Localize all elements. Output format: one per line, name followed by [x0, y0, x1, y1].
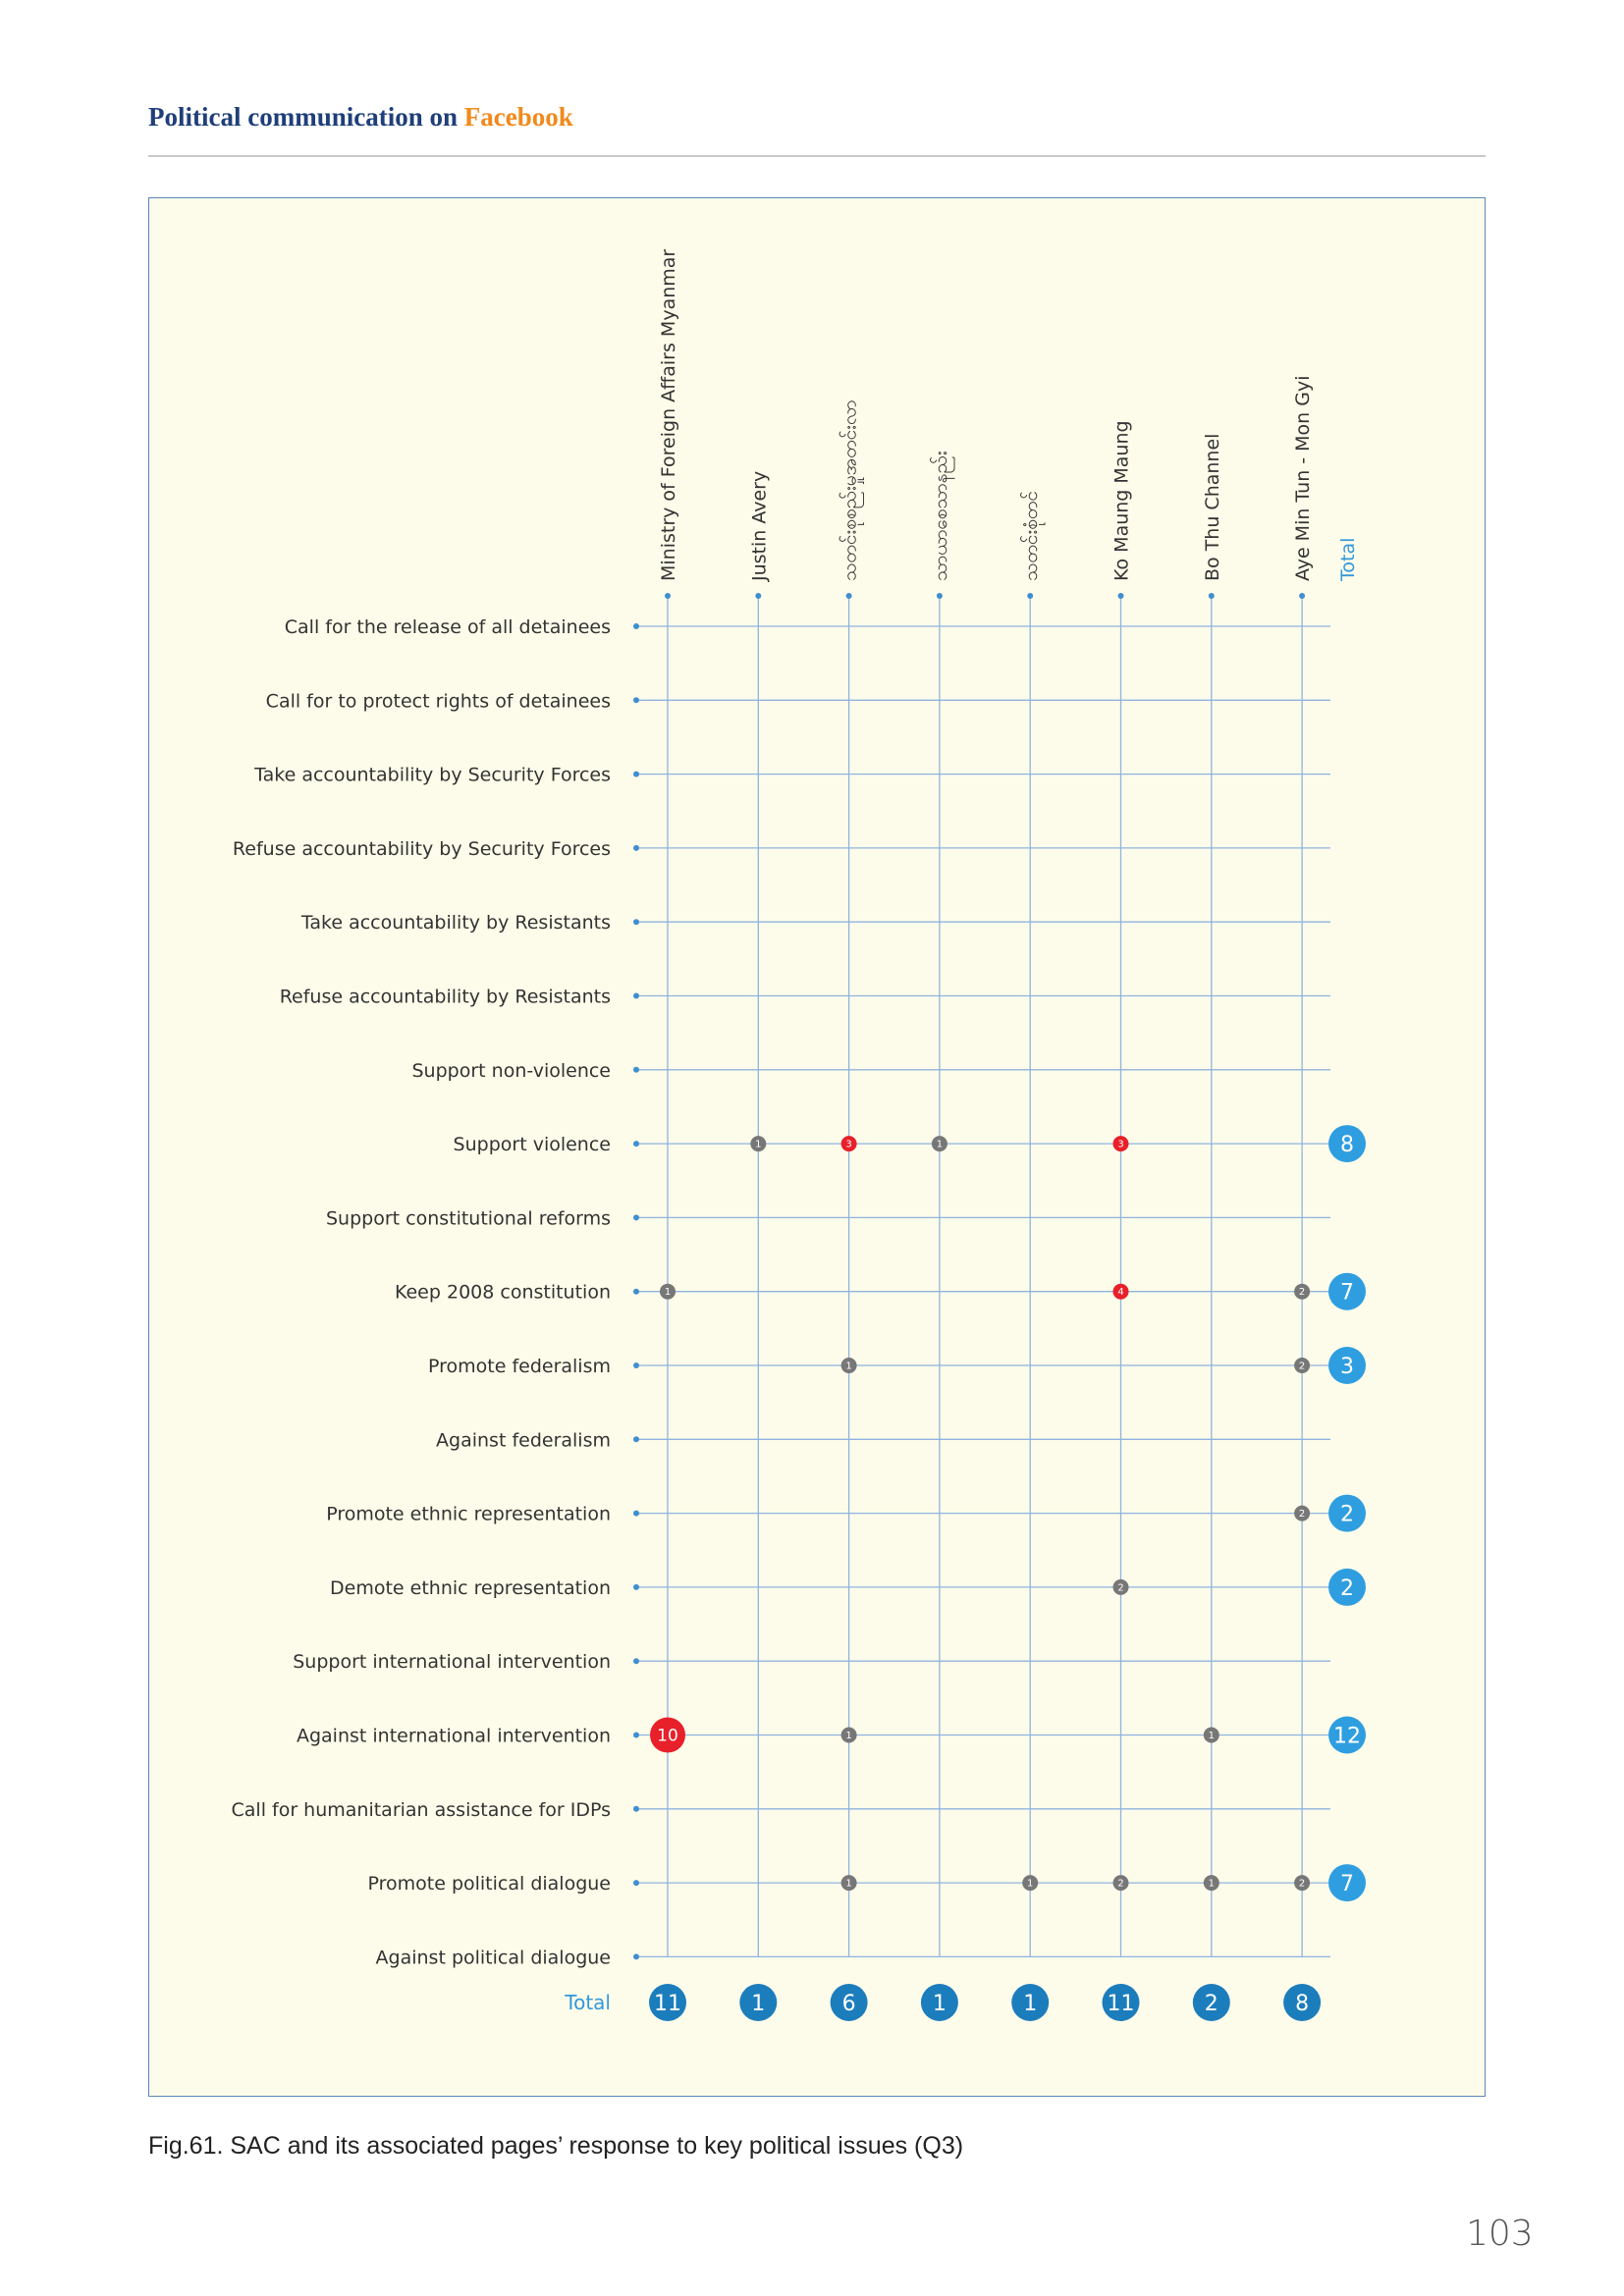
data-bubble-label: 3 [845, 1139, 852, 1150]
column-dot [846, 593, 852, 599]
column-total-label: 11 [654, 1992, 681, 2016]
data-bubble-label: 2 [1298, 1287, 1306, 1299]
column-dot [665, 593, 671, 599]
row-dot [633, 1436, 639, 1442]
row-total-label: 12 [1333, 1724, 1361, 1749]
data-bubble-label: 1 [1208, 1731, 1215, 1741]
row-dot [633, 1141, 639, 1147]
row-label: Refuse accountability by Resistants [279, 986, 611, 1008]
column-dot [1118, 593, 1124, 599]
column-label: Justin Avery [748, 470, 771, 581]
data-bubble-label: 3 [1117, 1139, 1124, 1150]
data-bubble-label: 10 [657, 1726, 678, 1746]
row-total-label: 7 [1340, 1280, 1354, 1306]
data-bubble-label: 1 [845, 1731, 852, 1741]
row-total-label: 7 [1340, 1872, 1354, 1897]
column-dot [937, 593, 943, 599]
column-label: သတင်းစုံတင် [1020, 491, 1043, 581]
row-dot [633, 697, 639, 703]
row-label: Take accountability by Security Forces [254, 764, 611, 786]
row-dot [633, 1658, 639, 1664]
row-dot [633, 623, 639, 629]
row-label: Against federalism [436, 1429, 611, 1452]
data-bubble-label: 1 [845, 1361, 852, 1372]
data-bubble-label: 1 [845, 1878, 852, 1890]
row-dot [633, 1362, 639, 1368]
row-dot [633, 772, 639, 777]
header-title-facebook: Facebook [463, 102, 573, 132]
column-label: Aye Min Tun - Mon Gyi [1292, 375, 1315, 581]
data-bubble-label: 2 [1298, 1878, 1306, 1890]
data-bubble-label: 4 [1117, 1287, 1124, 1299]
row-dot [633, 1953, 639, 1959]
row-label: Promote political dialogue [367, 1873, 611, 1896]
column-dot [1027, 593, 1033, 599]
row-label: Demote ethnic representation [330, 1576, 611, 1599]
row-label: Support non-violence [411, 1059, 611, 1082]
column-dot [755, 593, 761, 599]
data-bubble-label: 1 [664, 1287, 672, 1299]
row-dot [633, 845, 639, 851]
row-dot [633, 1880, 639, 1886]
row-label: Refuse accountability by Security Forces [232, 837, 611, 860]
row-total-label: 8 [1340, 1133, 1354, 1158]
row-label: Support international intervention [293, 1651, 611, 1674]
data-bubble-label: 1 [1208, 1878, 1215, 1890]
column-total-label: 1 [1023, 1992, 1038, 2016]
row-label: Support violence [453, 1134, 611, 1156]
total-column-header: Total [1337, 537, 1359, 581]
data-bubble-label: 2 [1117, 1582, 1124, 1594]
column-dot [1299, 593, 1305, 599]
column-label: သတင်းစုစည်းမှုအတင်းလာ [839, 400, 861, 581]
row-label: Call for to protect rights of detainees [265, 690, 611, 713]
column-total-label: 8 [1295, 1992, 1310, 2016]
data-bubble-label: 2 [1117, 1878, 1124, 1890]
row-dot [633, 1289, 639, 1295]
column-total-label: 6 [841, 1992, 856, 2016]
column-label: Bo Thu Channel [1201, 433, 1223, 581]
column-label: သာယာစေသာနည်း [929, 451, 951, 581]
data-bubble-label: 1 [936, 1139, 944, 1150]
row-label: Against international intervention [296, 1725, 611, 1747]
data-bubble-label: 2 [1298, 1509, 1306, 1521]
data-bubble-label: 2 [1298, 1361, 1306, 1372]
row-dot [633, 1067, 639, 1073]
data-bubble-label: 1 [755, 1139, 762, 1150]
row-label: Take accountability by Resistants [300, 912, 611, 934]
row-dot [633, 993, 639, 999]
row-dot [633, 1733, 639, 1738]
row-label: Promote ethnic representation [326, 1503, 611, 1525]
row-label: Against political dialogue [375, 1947, 611, 1969]
column-label: Ministry of Foreign Affairs Myanmar [658, 248, 679, 581]
row-label: Call for humanitarian assistance for IDPs [231, 1798, 611, 1821]
row-dot [633, 1584, 639, 1590]
data-bubble-label: 1 [1027, 1878, 1034, 1890]
row-dot [633, 1511, 639, 1517]
row-label: Call for the release of all detainees [284, 616, 611, 638]
row-total-label: 2 [1340, 1502, 1354, 1527]
column-total-label: 11 [1107, 1992, 1135, 2016]
row-dot [633, 1806, 639, 1812]
column-dot [1209, 593, 1215, 599]
column-label: Ko Maung Maung [1110, 420, 1133, 581]
row-dot [633, 919, 639, 925]
row-label: Promote federalism [427, 1356, 611, 1377]
row-label: Support constitutional reforms [325, 1207, 611, 1230]
page-number: 103 [1466, 2214, 1534, 2254]
row-label: Keep 2008 constitution [394, 1281, 611, 1304]
column-total-label: 1 [751, 1992, 766, 2016]
header-title-part1: Political communication on [148, 102, 464, 132]
row-total-label: 2 [1340, 1575, 1354, 1601]
row-dot [633, 1214, 639, 1220]
column-total-label: 1 [932, 1992, 947, 2016]
column-total-label: 2 [1204, 1992, 1218, 2016]
row-total-label: 3 [1340, 1355, 1354, 1379]
figure-caption: Fig.61. SAC and its associated pages’ response to key political issues (Q3) [148, 2132, 964, 2160]
total-row-header: Total [565, 1991, 611, 2014]
